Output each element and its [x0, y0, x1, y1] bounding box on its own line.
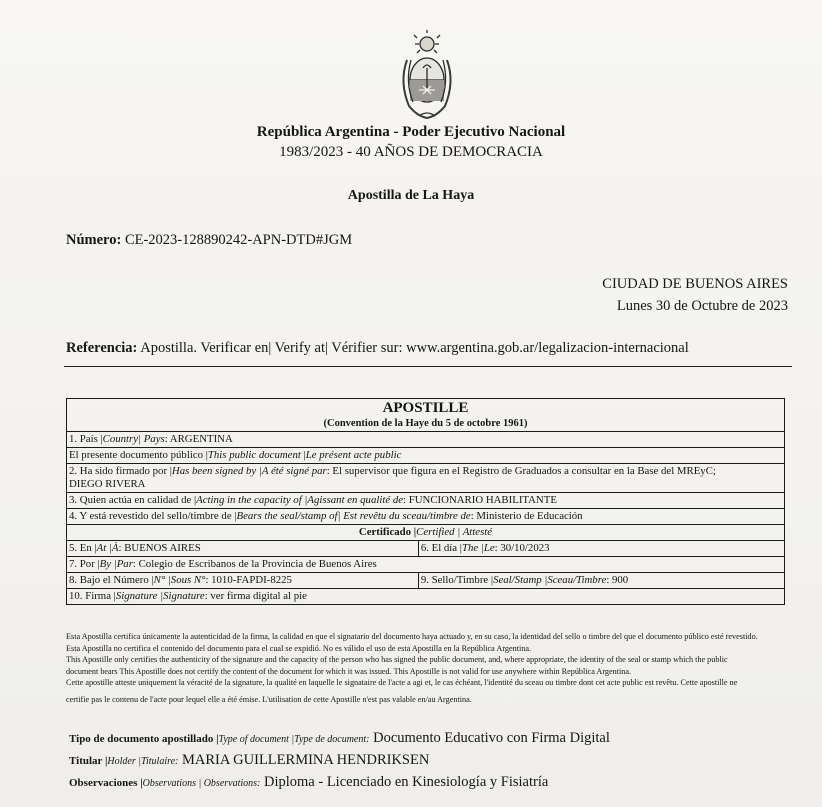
field-signature: 10. Firma |Signature |Signature: ver firma digital al pie [67, 589, 785, 605]
apostille-table [66, 398, 785, 605]
divider [64, 366, 792, 367]
republic-title: República Argentina - Poder Ejecutivo Nacional [256, 124, 566, 140]
table-row [67, 448, 785, 464]
table-row [67, 525, 785, 541]
document-title: Apostilla de La Haya [347, 188, 475, 203]
disclaimer-line: document bears This Apostille does not certify the content of the document for which it was issued. This Apostille is not valid for use anywhere within República Argentina. [66, 666, 632, 676]
apostille-convention: (Convention de la Haye du 5 de octobre 1961) [323, 418, 528, 429]
observations-line: Observaciones |Observations | Observations: Diploma - Licenciado en Kinesiología y Fisiatría [69, 774, 549, 790]
reference-label: Referencia: [66, 340, 138, 356]
document-number-label: Número: [66, 232, 122, 248]
argentina-coat-of-arms-icon [395, 30, 459, 120]
signer-name: DIEGO RIVERA [69, 478, 146, 490]
reference-line [66, 340, 689, 357]
table-row [67, 589, 785, 605]
field-number: 8. Bajo el Número |N° |Sous N°: 1010-FAPDI-8225 [67, 573, 419, 589]
field-public-document: El presente documento público |This public document |Le présent acte public [67, 448, 785, 464]
field-capacity: 3. Quien actúa en calidad de |Acting in the capacity of |Agissant en qualité de: FUNCIONARIO HABILITANTE [67, 493, 785, 509]
democracy-subtitle: 1983/2023 - 40 AÑOS DE DEMOCRACIA [279, 144, 543, 160]
disclaimer-line: certifie pas le contenu de l'acte pour lequel elle a été émise. L'utilisation de cette Apostille n'est pas valable en/au Argentina. [66, 694, 472, 704]
field-country: 1. País |Country| Pays: ARGENTINA [67, 432, 785, 448]
disclaimer-line: Esta Apostilla certifica únicamente la autenticidad de la firma, la calidad en que el signatario del documento haya actuado y, en su caso, la identidad del sello o timbre del que el documento público esté revestido. [66, 632, 758, 641]
issue-date: Lunes 30 de Octubre de 2023 [616, 298, 788, 314]
city-name: CIUDAD DE BUENOS AIRES [602, 276, 788, 292]
reference-value: Apostilla. Verificar en| Verify at| Vérifier sur: www.argentina.gob.ar/legalizacion-internacional [140, 340, 689, 356]
place-date [602, 273, 788, 317]
table-row [67, 509, 785, 525]
field-date: 6. El día |The |Le: 30/10/2023 [418, 541, 784, 557]
disclaimer-line: Cette apostille atteste uniquement la véracité de la signature, la qualité en laquelle le signataire de l'acte a agi et, le cas échéant, l'identité du sceau ou timbre dont cet acte public est revêtu. Cette apostille ne [66, 678, 738, 688]
holder-name: MARIA GUILLERMINA HENDRIKSEN [182, 752, 430, 768]
field-seal-of: 4. Y está revestido del sello/timbre de |Bears the seal/stamp of| Est revêtu du sceau/timbre de: Ministerio de Educación [67, 509, 785, 525]
field-by: 7. Por |By |Par: Colegio de Escribanos de la Provincia de Buenos Aires [67, 557, 785, 573]
table-row [67, 557, 785, 573]
document-type-line: Tipo de documento apostillado |Type of document |Type de document: Documento Educativo con Firma Digital [69, 730, 610, 746]
table-row [67, 432, 785, 448]
field-place: 5. En |At |À: BUENOS AIRES [67, 541, 419, 557]
disclaimer-block [66, 631, 791, 706]
holder-line: Titular |Holder |Titulaire: MARIA GUILLERMINA HENDRIKSEN [69, 752, 430, 768]
disclaimer-line: This Apostille only certifies the authenticity of the signature and the capacity of the person who has signed the public document, and, where appropriate, the identity of the seal or stamp which the public [66, 655, 728, 665]
observations-value: Diploma - Licenciado en Kinesiología y Fisiatría [264, 774, 549, 790]
document-type-value: Documento Educativo con Firma Digital [373, 730, 610, 746]
table-row [67, 493, 785, 509]
apostille-header-row [67, 399, 785, 432]
table-row [67, 573, 785, 589]
table-row [67, 541, 785, 557]
disclaimer-line: Esta Apostilla no certifica el contenido del documento para el cual se expidió. No es válido el uso de esta Apostilla en la República Argentina. [66, 643, 532, 653]
apostille-title: APOSTILLE [382, 400, 469, 416]
field-signed-by: 2. Ha sido firmado por |Has been signed by |A été signé par: El supervisor que figura en el Registro de Graduados a consultar en la Base del MREyC; DIEGO RIVERA [67, 464, 785, 493]
field-seal: 9. Sello/Timbre |Seal/Stamp |Sceau/Timbre: 900 [418, 573, 784, 589]
document-number [66, 232, 352, 249]
document-number-value: CE-2023-128890242-APN-DTD#JGM [124, 232, 353, 248]
certified-heading: Certificado |Certified | Attesté [67, 525, 785, 541]
table-row [67, 464, 785, 493]
apostille-header-cell [67, 399, 785, 432]
